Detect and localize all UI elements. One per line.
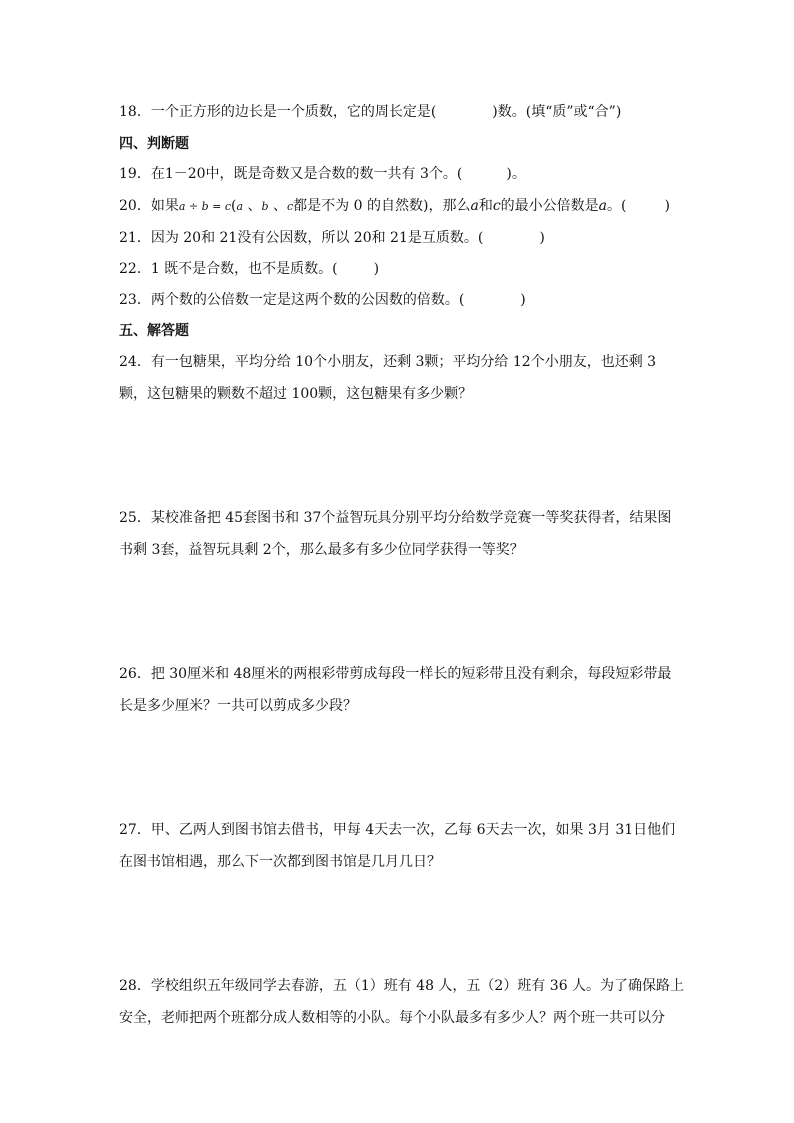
q20-text: 、 <box>268 198 287 214</box>
q20-text: 。( <box>607 198 627 214</box>
question-26-line2: 长是多少厘米？一共可以剪成多少段？ <box>119 698 357 714</box>
section-heading-judgement: 四、判断题 <box>119 136 189 152</box>
q18-suffix: )数。(填“质”或“合”) <box>492 104 622 120</box>
q18-prefix: 18．一个正方形的边长是一个质数，它的周长定是( <box>119 104 437 120</box>
q21-suffix: ) <box>539 230 545 246</box>
q20-var: a <box>470 198 479 214</box>
question-22 <box>119 259 379 279</box>
q19-prefix: 19．在1－20中，既是奇数又是合数的数一共有 3个。( <box>119 166 463 182</box>
q23-suffix: ) <box>520 292 526 308</box>
q20-var: a <box>236 200 244 213</box>
q20-var: c <box>492 198 501 214</box>
q22-suffix: ) <box>373 261 380 277</box>
q21-prefix: 21．因为 20和 21没有公因数，所以 20和 21是互质数。( <box>119 230 484 246</box>
question-18 <box>119 102 621 122</box>
q20-text: ( <box>231 198 237 214</box>
question-27-line2: 在图书馆相遇，那么下一次都到图书馆是几月几日？ <box>119 854 441 870</box>
q20-expression: a ÷ b = c <box>178 200 232 213</box>
question-25-line1: 25．某校准备把 45套图书和 37个益智玩具分别平均分给数学竞赛一等奖获得者，结果图 <box>119 510 672 526</box>
question-26-line1: 26．把 30厘米和 48厘米的两根彩带剪成每段一样长的短彩带且没有剩余，每段短彩带最 <box>119 666 672 682</box>
q20-suffix: ) <box>664 198 670 214</box>
question-24-line2: 颗，这包糖果的颗数不超过 100颗，这包糖果有多少颗？ <box>119 386 473 402</box>
q20-text: 都是不为 0 的自然数)，那么 <box>293 198 471 214</box>
q22-prefix: 22．1 既不是合数，也不是质数。( <box>119 261 338 277</box>
q23-prefix: 23．两个数的公倍数一定是这两个数的公因数的倍数。( <box>119 292 465 308</box>
question-21 <box>119 228 545 248</box>
section-heading-answers: 五、解答题 <box>119 323 189 339</box>
question-28-line1: 28．学校组织五年级同学去春游，五（1）班有 48 人，五（2）班有 36 人。为了确保路上 <box>119 978 685 994</box>
question-20 <box>119 196 670 217</box>
q20-var: a <box>598 198 608 214</box>
q20-text: 的最小公倍数是 <box>500 198 599 214</box>
q20-var: b <box>261 200 269 213</box>
question-19 <box>119 164 526 184</box>
q20-var: c <box>287 200 294 213</box>
question-27-line1: 27．甲、乙两人到图书馆去借书，甲每 4天去一次，乙每 6天去一次，如果 3月 31日他们 <box>119 822 676 838</box>
question-25-line2: 书剩 3套，益智玩具剩 2个，那么最多有多少位同学获得一等奖？ <box>119 542 524 558</box>
q20-text: 和 <box>478 198 493 214</box>
q20-text: 20．如果 <box>119 198 179 214</box>
question-24-line1: 24．有一包糖果，平均分给 10个小朋友，还剩 3颗；平均分给 12个小朋友，也还剩 3 <box>119 354 657 370</box>
q19-suffix: )。 <box>506 166 526 182</box>
question-23 <box>119 290 526 310</box>
q20-text: 、 <box>243 198 262 214</box>
question-28-line2: 安全，老师把两个班都分成人数相等的小队。每个小队最多有多少人？两个班一共可以分 <box>119 1010 665 1026</box>
